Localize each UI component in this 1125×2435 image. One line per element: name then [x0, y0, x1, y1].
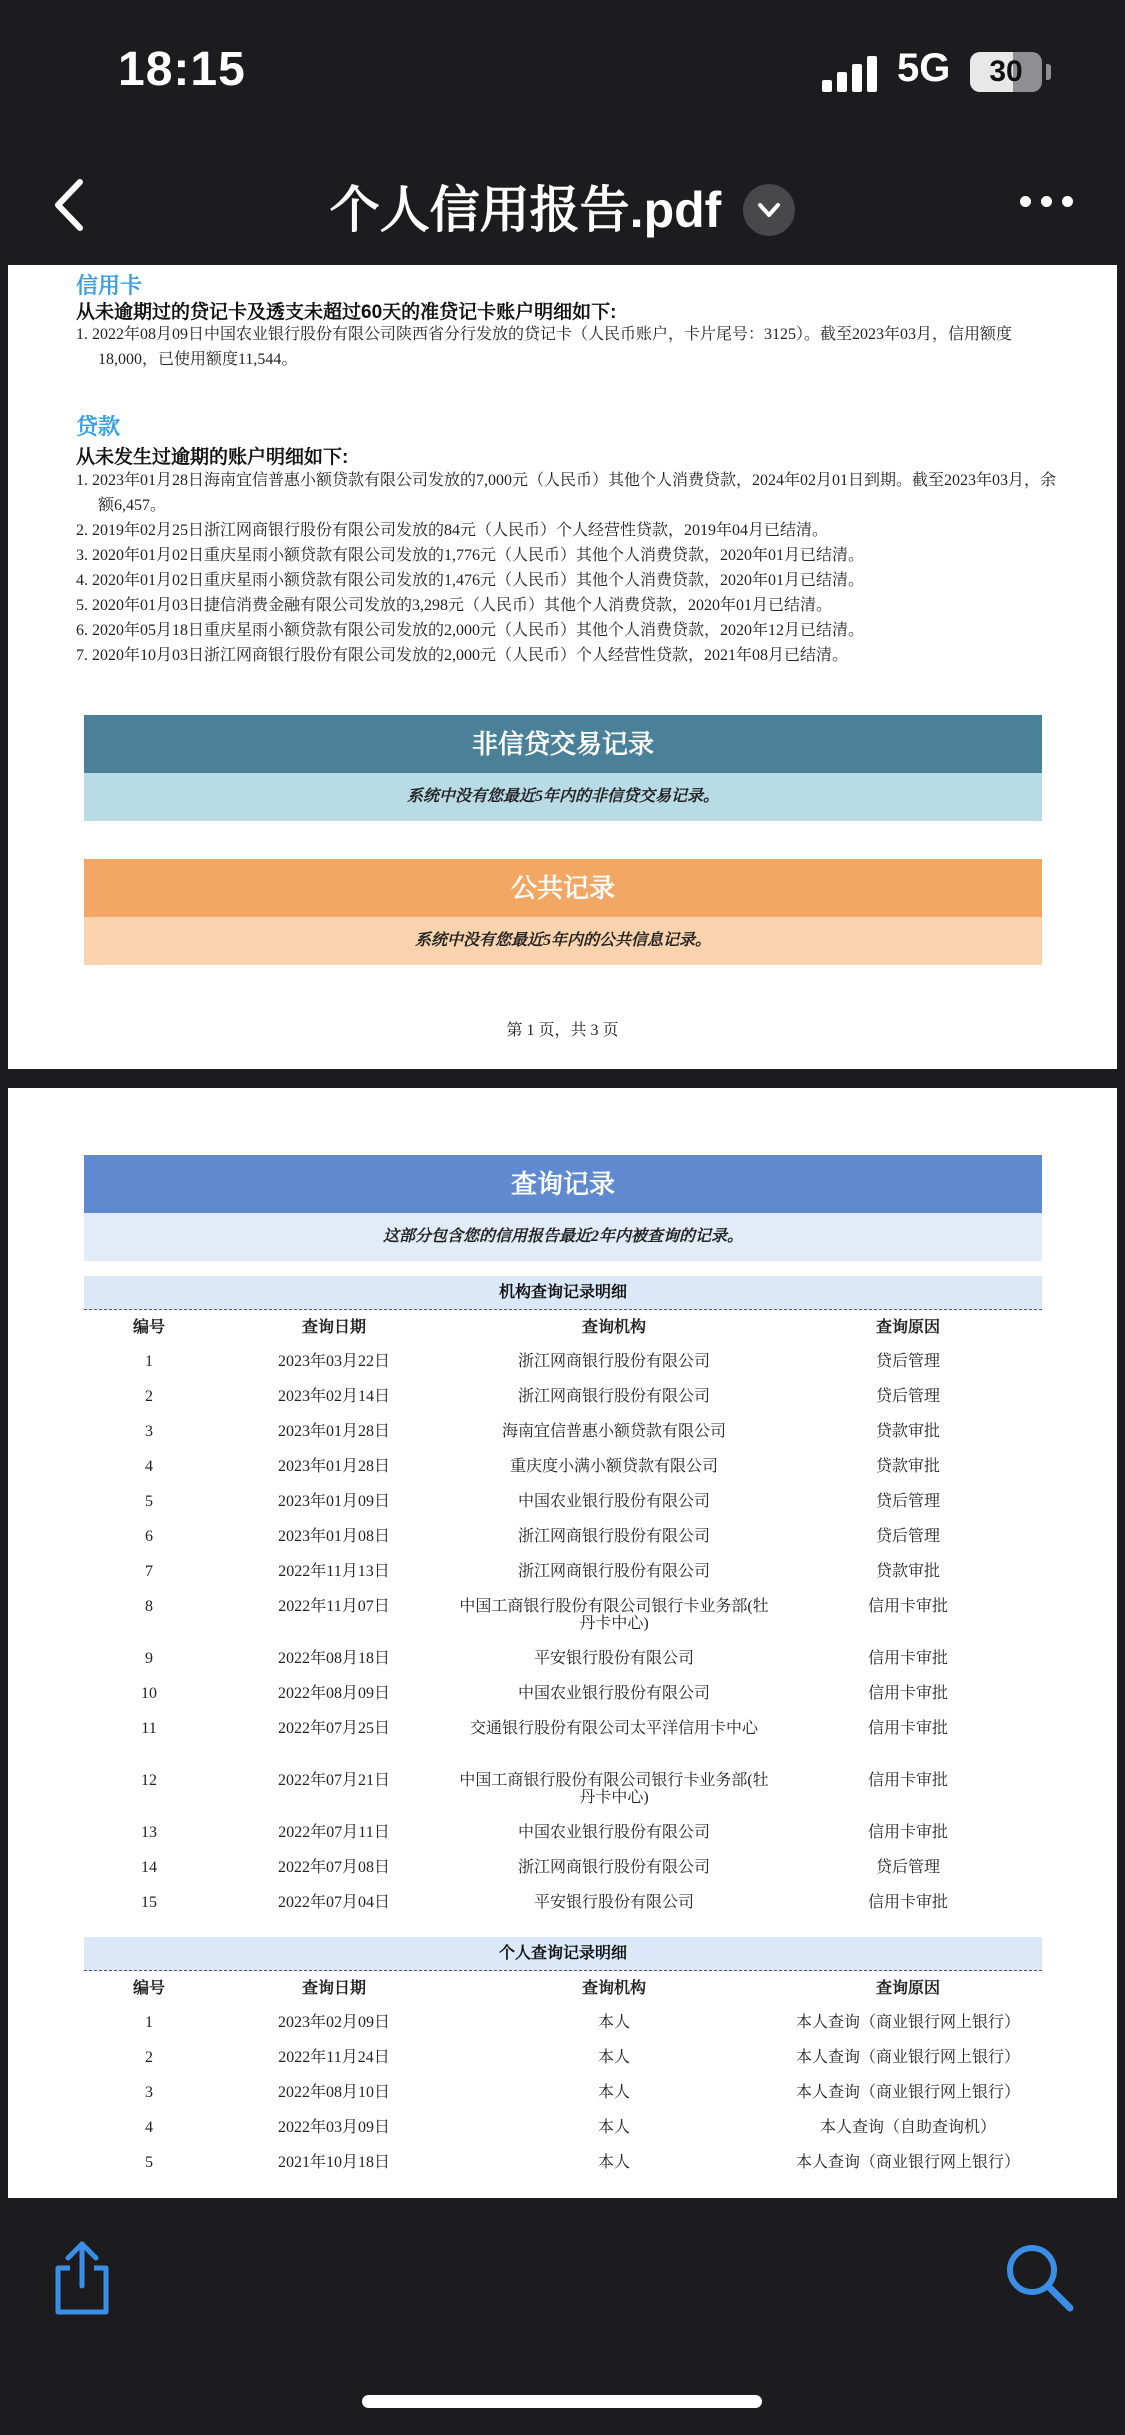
- query-date: 2022年08月18日: [277, 1650, 390, 1667]
- row-number: 2: [145, 1388, 153, 1405]
- table-header-row: [84, 1972, 1042, 2006]
- list-item: 2. 2019年02月25日浙江网商银行股份有限公司发放的84元（人民币）个人经营性贷款，2019年04月已结清。: [76, 522, 829, 539]
- table-row: [84, 1415, 1042, 1450]
- query-institution: 重庆度小满小额贷款有限公司: [509, 1458, 718, 1475]
- query-date: 2023年02月09日: [277, 2014, 390, 2031]
- col-header: 查询原因: [875, 1980, 940, 1997]
- share-icon: [48, 2238, 116, 2318]
- search-icon: [1002, 2240, 1076, 2314]
- query-institution: 中国农业银行股份有限公司: [517, 1685, 710, 1702]
- row-number: 3: [145, 2084, 153, 2101]
- more-dot-icon: [1062, 196, 1073, 207]
- query-reason: 信用卡审批: [867, 1685, 948, 1702]
- query-date: 2022年07月21日: [277, 1772, 390, 1789]
- col-header: 编号: [132, 1980, 165, 1997]
- query-date: 2021年10月18日: [277, 2154, 390, 2171]
- public-record-note: 系统中没有您最近5年内的公共信息记录。: [84, 917, 1042, 965]
- query-institution: 中国农业银行股份有限公司: [517, 1493, 710, 1510]
- table-row: [84, 1764, 1042, 1816]
- status-bar: [0, 0, 1125, 150]
- query-date: 2023年02月14日: [277, 1388, 390, 1405]
- query-date: 2022年11月13日: [278, 1563, 390, 1580]
- row-number: 12: [141, 1772, 157, 1789]
- credit-card-list: [76, 322, 1061, 372]
- row-number: 7: [145, 1563, 153, 1580]
- list-item: 1. 2023年01月28日海南宜信普惠小额贷款有限公司发放的7,000元（人民币）其他个人消费贷款，2024年02月01日到期。截至2023年03月，余额6,457。: [76, 472, 1057, 514]
- query-reason: 本人查询（自助查询机）: [819, 2119, 996, 2136]
- table-row: [84, 1851, 1042, 1886]
- query-institution: 浙江网商银行股份有限公司: [517, 1859, 710, 1876]
- table-row: [84, 1712, 1042, 1764]
- query-reason: 本人查询（商业银行网上银行）: [795, 2084, 1020, 2101]
- row-number: 6: [145, 1528, 153, 1545]
- table-row: [84, 1642, 1042, 1677]
- query-institution: 浙江网商银行股份有限公司: [517, 1563, 710, 1580]
- query-institution: 本人: [597, 2084, 630, 2101]
- table-row: [84, 1380, 1042, 1415]
- share-button[interactable]: [48, 2238, 116, 2318]
- row-number: 2: [145, 2049, 153, 2066]
- row-number: 5: [145, 2154, 153, 2171]
- public-record-title: 公共记录: [84, 859, 1042, 917]
- table-row: [84, 1450, 1042, 1485]
- query-date: 2023年01月28日: [277, 1423, 390, 1440]
- query-date: 2023年03月22日: [277, 1353, 390, 1370]
- query-institution: 平安银行股份有限公司: [533, 1894, 694, 1911]
- pdf-page-2: [8, 1088, 1117, 2198]
- battery-level: 30: [989, 55, 1023, 88]
- query-institution: 本人: [597, 2119, 630, 2136]
- institution-query-table: [84, 1311, 1042, 1921]
- table-row: [84, 1520, 1042, 1555]
- table-row: [84, 1816, 1042, 1851]
- query-reason: 贷款审批: [875, 1563, 940, 1580]
- loan-list: [76, 468, 1061, 668]
- query-reason: 信用卡审批: [867, 1650, 948, 1667]
- query-institution: 浙江网商银行股份有限公司: [517, 1528, 710, 1545]
- query-reason: 贷后管理: [875, 1859, 940, 1876]
- table-row: [84, 2041, 1042, 2076]
- list-item: 3. 2020年01月02日重庆星雨小额贷款有限公司发放的1,776元（人民币）其他个人消费贷款，2020年01月已结清。: [76, 547, 865, 564]
- query-date: 2022年11月07日: [278, 1598, 390, 1615]
- row-number: 9: [145, 1650, 153, 1667]
- query-institution: 海南宜信普惠小额贷款有限公司: [501, 1423, 726, 1440]
- non-credit-title: 非信贷交易记录: [84, 715, 1042, 773]
- table-row: [84, 2146, 1042, 2181]
- document-title[interactable]: [0, 170, 1125, 242]
- list-item: 7. 2020年10月03日浙江网商银行股份有限公司发放的2,000元（人民币）个人经营性贷款，2021年08月已结清。: [76, 647, 849, 664]
- query-date: 2022年08月09日: [277, 1685, 390, 1702]
- query-reason: 本人查询（商业银行网上银行）: [795, 2049, 1020, 2066]
- query-reason: 信用卡审批: [867, 1598, 948, 1615]
- loan-subheading: 从未发生过逾期的账户明细如下:: [76, 447, 349, 468]
- battery-tip: [1046, 64, 1051, 80]
- public-record-section: [84, 859, 1042, 965]
- query-date: 2023年01月09日: [277, 1493, 390, 1510]
- row-number: 11: [141, 1720, 157, 1737]
- query-institution: 本人: [597, 2154, 630, 2171]
- row-number: 15: [141, 1894, 157, 1911]
- table-row: [84, 2006, 1042, 2041]
- query-reason: 信用卡审批: [867, 1772, 948, 1789]
- status-time: 18:15: [118, 43, 246, 96]
- list-item: 6. 2020年05月18日重庆星雨小额贷款有限公司发放的2,000元（人民币）其他个人消费贷款，2020年12月已结清。: [76, 622, 865, 639]
- row-number: 3: [145, 1423, 153, 1440]
- query-reason: 贷款审批: [875, 1423, 940, 1440]
- row-number: 4: [145, 1458, 153, 1475]
- query-date: 2022年03月09日: [277, 2119, 390, 2136]
- table-row: [84, 1345, 1042, 1380]
- query-date: 2022年07月11日: [278, 1824, 390, 1841]
- query-reason: 贷款审批: [875, 1458, 940, 1475]
- col-header: 查询机构: [581, 1980, 646, 1997]
- query-date: 2022年08月10日: [277, 2084, 390, 2101]
- title-menu-button[interactable]: [743, 184, 795, 236]
- table-row: [84, 1677, 1042, 1712]
- query-reason: 贷后管理: [875, 1353, 940, 1370]
- query-institution: 平安银行股份有限公司: [533, 1650, 694, 1667]
- nav-bar: [0, 150, 1125, 265]
- query-date: 2022年11月24日: [278, 2049, 390, 2066]
- query-reason: 信用卡审批: [867, 1894, 948, 1911]
- query-reason: 贷后管理: [875, 1493, 940, 1510]
- row-number: 1: [145, 1353, 153, 1370]
- query-institution: 交通银行股份有限公司太平洋信用卡中心: [469, 1720, 758, 1737]
- pdf-page-1: [8, 265, 1117, 1069]
- page-footer: 第 1 页，共 3 页: [506, 1022, 619, 1039]
- chevron-down-icon: [743, 184, 795, 236]
- query-reason: 本人查询（商业银行网上银行）: [795, 2014, 1020, 2031]
- table-row: [84, 1590, 1042, 1642]
- query-institution: 中国农业银行股份有限公司: [517, 1824, 710, 1841]
- document-title-text: 个人信用报告.pdf: [329, 182, 722, 238]
- row-number: 14: [141, 1859, 157, 1876]
- table-row: [84, 1485, 1042, 1520]
- search-button[interactable]: [1002, 2240, 1076, 2314]
- battery-icon: [970, 52, 1042, 92]
- row-number: 1: [145, 2014, 153, 2031]
- personal-query-heading: 个人查询记录明细: [84, 1937, 1042, 1971]
- more-dot-icon: [1041, 196, 1052, 207]
- query-date: 2022年07月08日: [277, 1859, 390, 1876]
- col-header: 查询原因: [875, 1319, 940, 1336]
- col-header: 查询日期: [301, 1980, 366, 1997]
- query-institution: 本人: [597, 2049, 630, 2066]
- query-date: 2023年01月08日: [277, 1528, 390, 1545]
- col-header: 查询日期: [301, 1319, 366, 1336]
- credit-card-subheading: 从未逾期过的贷记卡及透支未超过60天的准贷记卡账户明细如下:: [76, 302, 617, 323]
- query-institution: 中国工商银行股份有限公司银行卡业务部(牡丹卡中心): [459, 1772, 769, 1806]
- personal-query-table: [84, 1972, 1042, 2181]
- query-institution: 浙江网商银行股份有限公司: [517, 1353, 710, 1370]
- more-dot-icon: [1020, 196, 1031, 207]
- query-reason: 信用卡审批: [867, 1824, 948, 1841]
- non-credit-note: 系统中没有您最近5年内的非信贷交易记录。: [84, 773, 1042, 821]
- query-institution: 中国工商银行股份有限公司银行卡业务部(牡丹卡中心): [459, 1598, 769, 1632]
- query-date: 2023年01月28日: [277, 1458, 390, 1475]
- row-number: 5: [145, 1493, 153, 1510]
- query-date: 2022年07月04日: [277, 1894, 390, 1911]
- table-row: [84, 1555, 1042, 1590]
- query-note: 这部分包含您的信用报告最近2年内被查询的记录。: [84, 1213, 1042, 1261]
- query-date: 2022年07月25日: [277, 1720, 390, 1737]
- query-reason: 本人查询（商业银行网上银行）: [795, 2154, 1020, 2171]
- list-item: 1. 2022年08月09日中国农业银行股份有限公司陕西省分行发放的贷记卡（人民币账户，卡片尾号：3125）。截至2023年03月，信用额度18,000，已使用额度11,544。: [76, 326, 1013, 368]
- row-number: 8: [145, 1598, 153, 1615]
- row-number: 13: [141, 1824, 157, 1841]
- institution-query-heading: 机构查询记录明细: [84, 1276, 1042, 1310]
- list-item: 5. 2020年01月03日捷信消费金融有限公司发放的3,298元（人民币）其他个人消费贷款，2020年01月已结清。: [76, 597, 833, 614]
- home-indicator: [362, 2395, 762, 2408]
- query-institution: 本人: [597, 2014, 630, 2031]
- row-number: 4: [145, 2119, 153, 2136]
- table-row: [84, 2111, 1042, 2146]
- network-type: 5G: [897, 46, 951, 90]
- credit-card-heading: 信用卡: [76, 273, 143, 298]
- col-header: 查询机构: [581, 1319, 646, 1336]
- query-section: [84, 1155, 1042, 1261]
- table-row: [84, 1886, 1042, 1921]
- query-reason: 信用卡审批: [867, 1720, 948, 1737]
- table-header-row: [84, 1311, 1042, 1345]
- query-title: 查询记录: [84, 1155, 1042, 1213]
- loan-heading: 贷款: [76, 414, 121, 439]
- query-institution: 浙江网商银行股份有限公司: [517, 1388, 710, 1405]
- query-reason: 贷后管理: [875, 1388, 940, 1405]
- non-credit-section: [84, 715, 1042, 821]
- signal-icon: [822, 56, 878, 92]
- table-row: [84, 2076, 1042, 2111]
- col-header: 编号: [132, 1319, 165, 1336]
- row-number: 10: [141, 1685, 157, 1702]
- list-item: 4. 2020年01月02日重庆星雨小额贷款有限公司发放的1,476元（人民币）其他个人消费贷款，2020年01月已结清。: [76, 572, 865, 589]
- more-button[interactable]: [1012, 190, 1082, 214]
- query-reason: 贷后管理: [875, 1528, 940, 1545]
